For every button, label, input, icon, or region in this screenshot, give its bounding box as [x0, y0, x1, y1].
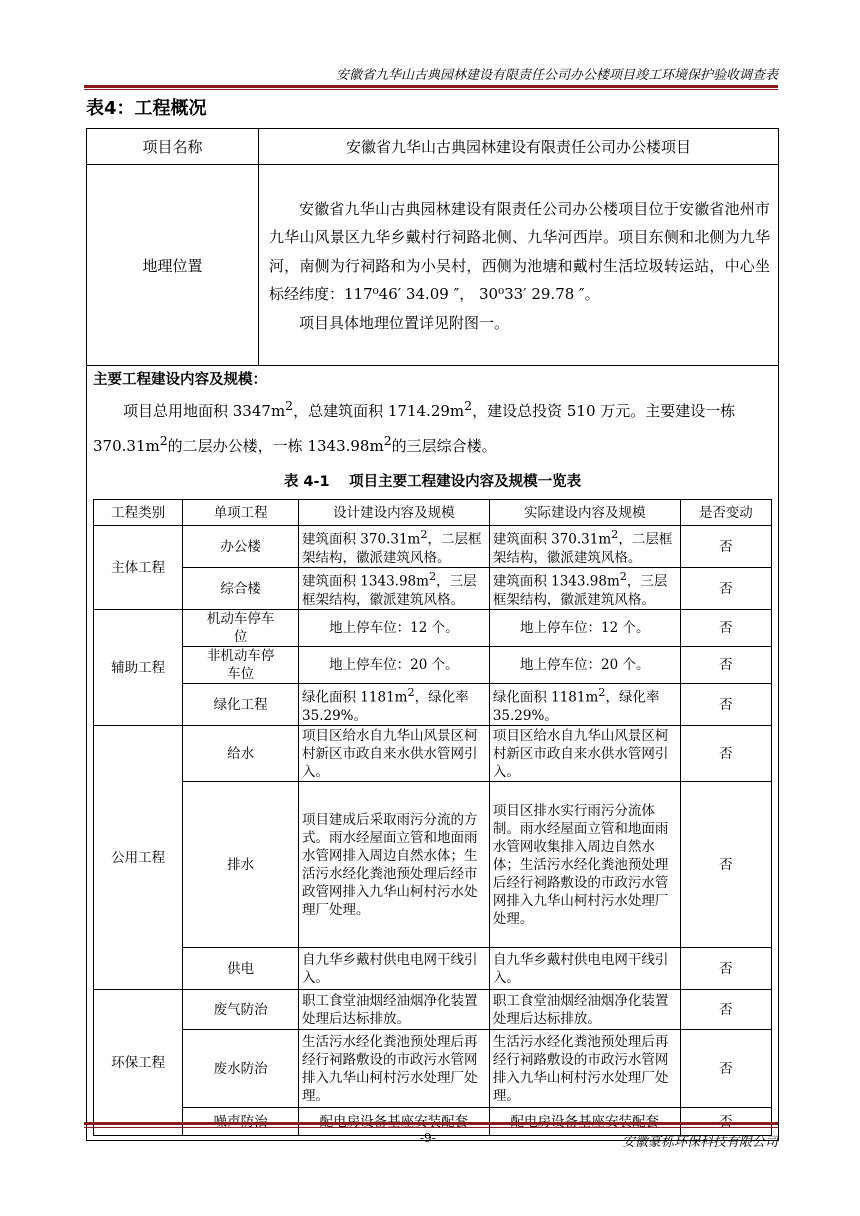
table-row	[94, 684, 772, 726]
change-cell: 否	[680, 568, 771, 610]
actual-cell: 自九华乡戴村供电电网干线引入。	[489, 948, 680, 990]
section-title: 表4：工程概况	[86, 98, 207, 119]
design-cell: 地上停车位：20 个。	[299, 647, 490, 684]
item-cell: 绿化工程	[183, 684, 299, 726]
project-name-label: 项目名称	[87, 129, 259, 165]
item-cell: 给水	[183, 726, 299, 782]
actual-cell: 生活污水经化粪池预处理后再经行祠路敷设的市政污水管网排入九华山柯村污水处理厂处理。	[489, 1030, 680, 1108]
table-row	[94, 1030, 772, 1108]
table-row	[94, 782, 772, 948]
design-cell: 生活污水经化粪池预处理后再经行祠路敷设的市政污水管网排入九华山柯村污水处理厂处理。	[299, 1030, 490, 1108]
design-cell: 地上停车位：12 个。	[299, 610, 490, 647]
design-cell: 建筑面积 $370.31m^2$，二层框架结构，徽派建筑风格。	[299, 526, 490, 568]
footer-rule-thin	[84, 1127, 778, 1128]
header-rule	[84, 85, 778, 88]
design-cell: 项目建成后采取雨污分流的方式。雨水经屋面立管和地面雨水管网排入周边自然水体；生活污水经化粪池预处理后经市政管网排入九华山柯村污水处理厂处理。	[299, 782, 490, 948]
change-cell: 否	[680, 684, 771, 726]
actual-cell: 绿化面积 $1181m^2$，绿化率 35.29%。	[489, 684, 680, 726]
table-row	[94, 948, 772, 990]
col-header-item: 单项工程	[183, 500, 299, 526]
main-content-heading: 主要工程建设内容及规模：	[93, 372, 267, 388]
change-cell: 否	[680, 526, 771, 568]
change-cell: 否	[680, 1030, 771, 1108]
item-cell: 排水	[183, 782, 299, 948]
category-cell: 主体工程	[94, 526, 183, 610]
actual-cell: 建筑面积 $1343.98m^2$，三层框架结构，徽派建筑风格。	[489, 568, 680, 610]
location-paragraph-2: 项目具体地理位置详见附图一。	[299, 313, 510, 332]
design-cell: 建筑面积 $1343.98m^2$，三层框架结构，徽派建筑风格。	[299, 568, 490, 610]
actual-cell: 地上停车位：20 个。	[489, 647, 680, 684]
item-cell: 机动车停车位	[183, 610, 299, 647]
design-cell: 自九华乡戴村供电电网干线引入。	[299, 948, 490, 990]
main-content-summary: 项目总用地面积 $3347m^2$，总建筑面积 $1714.29m^2$，建设总投资 510 万元。主要建设一栋 $370.31m^2$的二层办公楼，一栋 $1343.98m^2$的三层综合楼。	[93, 398, 736, 455]
main-content-cell	[87, 366, 779, 1141]
table-row	[94, 990, 772, 1030]
category-cell: 公用工程	[94, 726, 183, 990]
table-row	[94, 526, 772, 568]
design-cell: 绿化面积 $1181m^2$，绿化率 35.29%。	[299, 684, 490, 726]
col-header-change: 是否变动	[680, 500, 771, 526]
location-paragraph-1: 安徽省九华山古典园林建设有限责任公司办公楼项目位于安徽省池州市九华山风景区九华乡戴村行祠路北侧、九华河西岸。项目东侧和北侧为九华河，南侧为行祠路和为小吴村，西侧为池塘和戴村生活垃圾转运站，中心坐标经纬度：117⁰46′ 34.09 ″， 30⁰33′ 29.78 ″。	[269, 199, 770, 304]
col-header-actual: 实际建设内容及规模	[489, 500, 680, 526]
change-cell: 否	[680, 782, 771, 948]
construction-scope-table	[93, 499, 772, 1136]
actual-cell: 建筑面积 $370.31m^2$，二层框架结构，徽派建筑风格。	[489, 526, 680, 568]
actual-cell: 项目区排水实行雨污分流体制。雨水经屋面立管和地面雨水管网收集排入周边自然水体；生活污水经化粪池预处理后经行祠路敷设的市政污水管网排入九华山柯村污水处理厂处理。	[489, 782, 680, 948]
table-row	[94, 610, 772, 647]
category-cell: 环保工程	[94, 990, 183, 1136]
table-row	[94, 647, 772, 684]
col-header-design: 设计建设内容及规模	[299, 500, 490, 526]
location-label: 地理位置	[87, 165, 259, 366]
change-cell: 否	[680, 610, 771, 647]
actual-cell: 职工食堂油烟经油烟净化装置处理后达标排放。	[489, 990, 680, 1030]
change-cell: 否	[680, 990, 771, 1030]
project-overview-table	[86, 128, 779, 1141]
actual-cell: 项目区给水自九华山风景区柯村新区市政自来水供水管网引入。	[489, 726, 680, 782]
table-header-row	[94, 500, 772, 526]
footer-company: 安徽豪栎环保科技有限公司	[621, 1135, 778, 1150]
header-rule-thin	[84, 89, 778, 90]
category-cell: 辅助工程	[94, 610, 183, 726]
design-cell: 项目区给水自九华山风景区柯村新区市政自来水供水管网引入。	[299, 726, 490, 782]
page-number: -9-	[420, 1131, 436, 1145]
location-description	[259, 165, 779, 366]
item-cell: 废气防治	[183, 990, 299, 1030]
item-cell: 综合楼	[183, 568, 299, 610]
table-row	[94, 568, 772, 610]
page-header-title: 安徽省九华山古典园林建设有限责任公司办公楼项目竣工环境保护验收调查表	[335, 68, 778, 83]
change-cell: 否	[680, 948, 771, 990]
change-cell: 否	[680, 726, 771, 782]
item-cell: 非机动车停车位	[183, 647, 299, 684]
item-cell: 废水防治	[183, 1030, 299, 1108]
item-cell: 供电	[183, 948, 299, 990]
actual-cell: 地上停车位：12 个。	[489, 610, 680, 647]
item-cell: 办公楼	[183, 526, 299, 568]
table-caption: 表 4-1 项目主要工程建设内容及规模一览表	[283, 474, 582, 490]
project-name-value: 安徽省九华山古典园林建设有限责任公司办公楼项目	[259, 129, 779, 165]
col-header-category: 工程类别	[94, 500, 183, 526]
footer-rule	[84, 1122, 778, 1125]
change-cell: 否	[680, 647, 771, 684]
design-cell: 职工食堂油烟经油烟净化装置处理后达标排放。	[299, 990, 490, 1030]
table-row	[94, 726, 772, 782]
